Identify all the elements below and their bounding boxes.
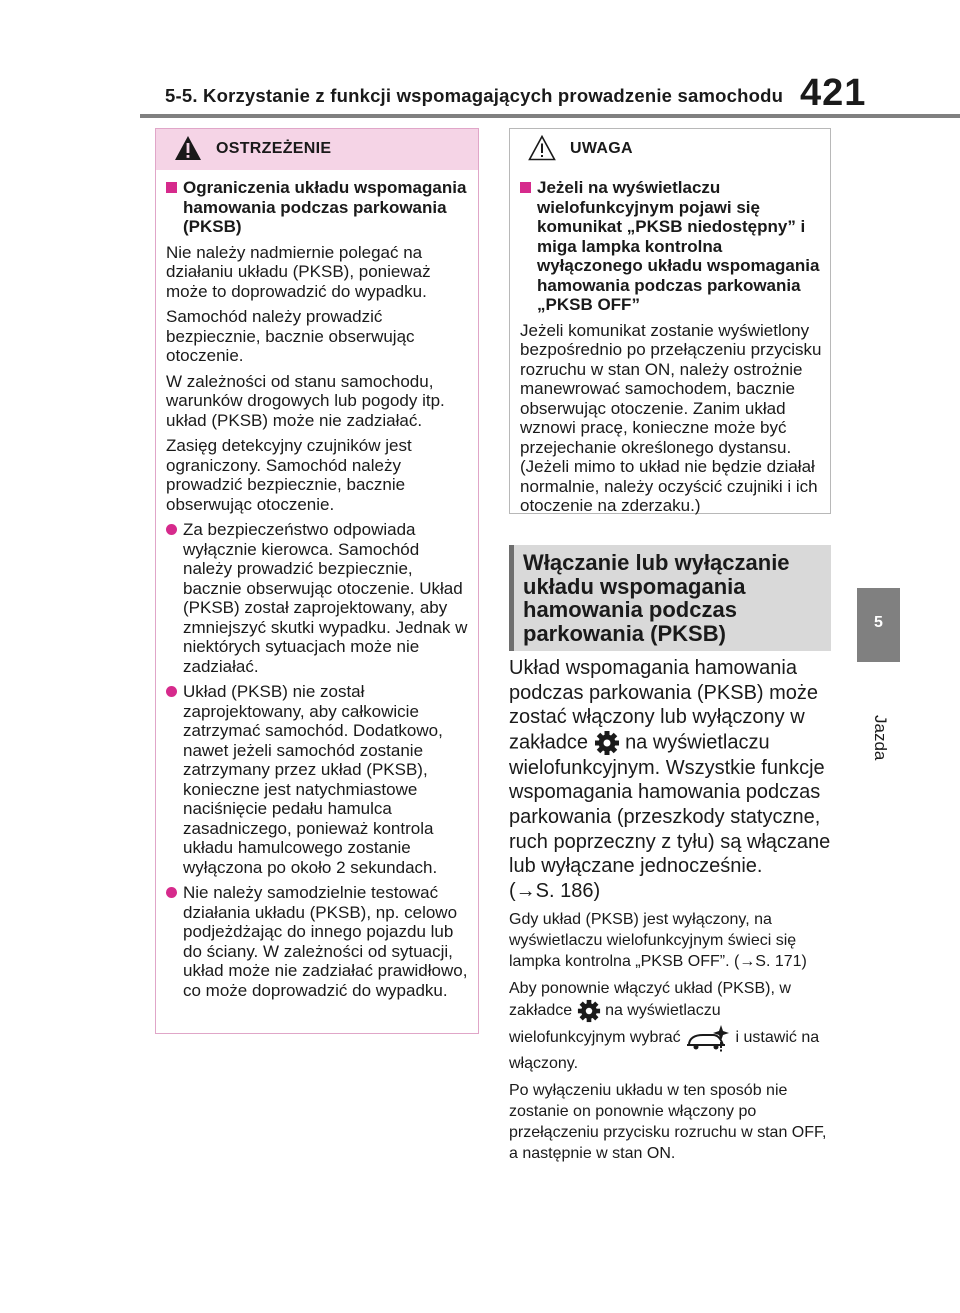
header-section-title: 5-5. Korzystanie z funkcji wspomagających prowadzenie samochodu <box>165 85 784 106</box>
main-text-part: na wyświetlaczu wielofunkcyjnym. Wszystkie funkcje wspomagania hamowania podczas parkowania (przeszkody statyczne, ruch poprzeczny z tyłu) są włączane lub wyłączane jednocześnie. <box>509 731 831 878</box>
warning-bullet-text: Układ (PKSB) nie został zaprojektowany, aby całkowicie zatrzymać samochód. Dodatkowo, nawet jeżeli samochód zostanie zatrzymany przez układ (PKSB), konieczne jest natychmiastowe naciśnięcie pedału hamulca zasadniczego, ponieważ kontrola układu hamulcowego zostanie wyłączona po około 2 sekundach. <box>183 682 443 877</box>
notice-header <box>510 129 830 170</box>
round-bullet-icon <box>166 887 177 898</box>
gear-icon <box>594 730 620 756</box>
main-text-part: Układ wspomagania hamowania podczas parkowania (PKSB) może zostać włączony lub wyłączony w zakładce <box>509 657 819 754</box>
section-title: Włączanie lub wyłączanie układu wspomagania hamowania podczas parkowania (PKSB) <box>523 550 790 646</box>
round-bullet-icon <box>166 524 177 535</box>
warning-bullet-text: Za bezpieczeństwo odpowiada wyłącznie kierowca. Samochód należy prowadzić bezpiecznie, bacznie obserwując otoczenie. Układ (PKSB) został zaprojektowany, aby zmniejszyć skutki wypadku. Jednak w niektórych sytuacjach może nie zadziałać. <box>183 520 468 676</box>
notice-box <box>509 128 831 514</box>
warning-paragraph: Samochód należy prowadzić bezpiecznie, bacznie obserwując otoczenie. <box>166 307 415 365</box>
info-paragraph: Gdy układ (PKSB) jest wyłączony, na wyświetlaczu wielofunkcyjnym świeci się lampka kontrolna „PKSB OFF”. (→S. 171) <box>509 911 807 971</box>
section-heading-bar <box>509 545 514 651</box>
notice-heading-text: Jeżeli na wyświetlaczu wielofunkcyjnym pojawi się komunikat „PKSB niedostępny” i miga lampka kontrolna wyłączonego układu wspomagania hamowania podczas parkowania „PKSB OFF” <box>537 178 820 314</box>
chapter-label: Jazda <box>871 715 890 761</box>
warning-box <box>155 128 479 1034</box>
warning-paragraph: Zasięg detekcyjny czujników jest ograniczony. Samochód należy prowadzić bezpiecznie, bacznie obserwując otoczenie. <box>166 436 412 514</box>
caution-triangle-icon <box>528 135 556 161</box>
info-text-part: Aby ponownie włączyć układ (PKSB), w zakładce <box>509 980 791 1020</box>
warning-bullet <box>166 883 468 1000</box>
info-text-part: na wyświetlaczu wielofunkcyjnym wybrać <box>509 1002 721 1047</box>
warning-heading <box>166 178 468 237</box>
info-paragraph: Po wyłączeniu układu w ten sposób nie zostanie on ponownie włączony po przełączeniu przycisku rozruchu w stan OFF, a następnie w stan ON. <box>509 1082 827 1163</box>
warning-paragraph: Nie należy nadmiernie polegać na działaniu układu (PKSB), ponieważ może to doprowadzić do wypadku. <box>166 242 431 301</box>
square-bullet-icon <box>166 182 177 193</box>
warning-triangle-icon <box>174 135 202 161</box>
notice-heading <box>520 178 822 315</box>
warning-title: OSTRZEŻENIE <box>216 140 332 157</box>
gear-icon <box>577 999 601 1023</box>
warning-bullet <box>166 520 468 676</box>
page-reference: (→S. 186) <box>509 879 601 902</box>
header-rule <box>140 114 960 118</box>
main-paragraph <box>509 656 831 903</box>
round-bullet-icon <box>166 686 177 697</box>
notice-paragraph: Jeżeli komunikat zostanie wyświetlony bezpośrednio po przełączeniu przycisku rozruchu w stan ON, należy ostrożnie manewrować samochodem, bacznie obserwując otoczenie. Zanim układ wznowi pracę, konieczne może być przejechanie określonego dystansu. (Jeżeli mimo to układ nie będzie działał normalnie, należy oczyścić czujniki i ich otoczenie na zderzaku.) <box>520 320 822 515</box>
car-sonar-icon <box>685 1023 731 1053</box>
warning-header <box>156 129 478 170</box>
notice-title: UWAGA <box>570 140 633 157</box>
warning-bullet <box>166 682 468 877</box>
info-paragraph <box>509 978 831 1074</box>
info-text-part: i ustawić na włączony. <box>509 1029 820 1073</box>
page-number: 421 <box>800 72 867 114</box>
square-bullet-icon <box>520 182 531 193</box>
warning-bullet-text: Nie należy samodzielnie testować działania układu (PKSB), np. celowo podjeżdżając do innego pojazdu lub do ściany. W zależności od sytuacji, układ może nie zadziałać prawidłowo, co może doprowadzić do wypadku. <box>183 883 468 1000</box>
section-heading-box <box>509 545 831 651</box>
main-content <box>509 656 831 1164</box>
warning-paragraph: W zależności od stanu samochodu, warunków drogowych lub pogody itp. układ (PKSB) może nie zadziałać. <box>166 371 445 430</box>
chapter-tab: 5 <box>857 588 900 662</box>
warning-heading-text: Ograniczenia układu wspomagania hamowania podczas parkowania (PKSB) <box>183 178 467 236</box>
